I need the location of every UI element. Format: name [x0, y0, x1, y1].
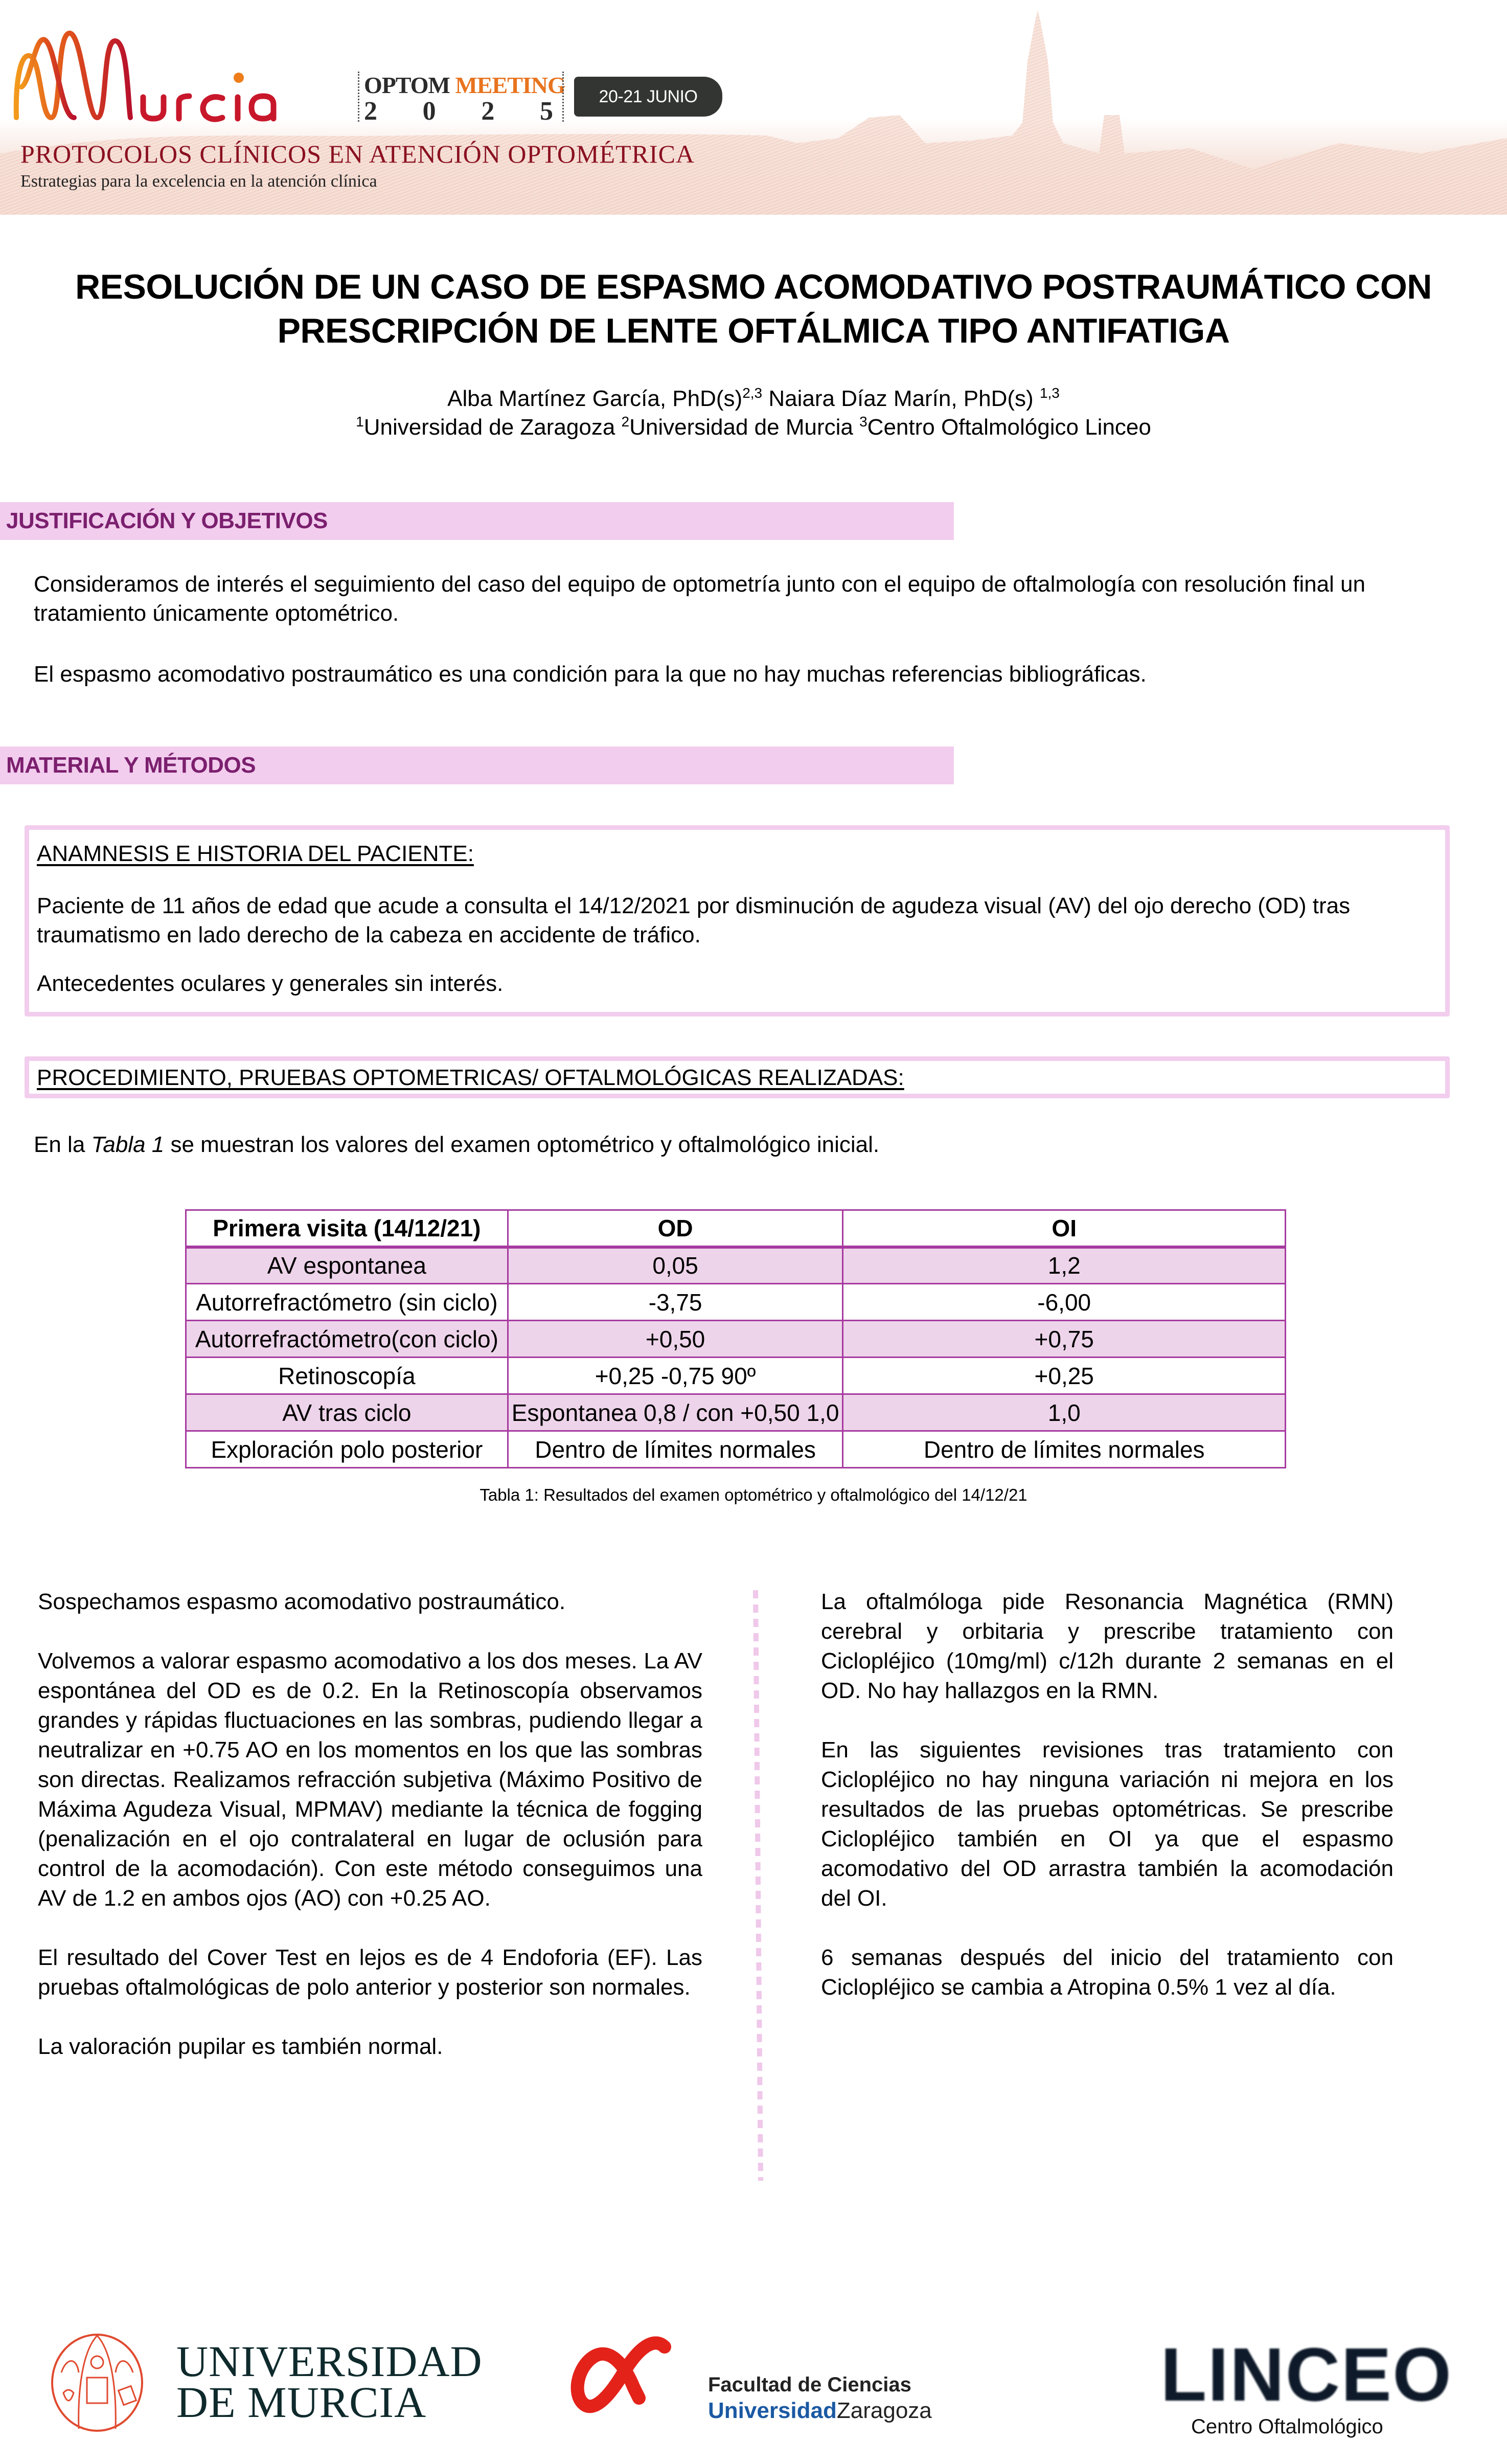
exam-results-table — [185, 1209, 1286, 1468]
author-list: Alba Martínez García, $PhD(s)^{2,3}$ Naiara Díaz Marín, PhD(s) $^{1,3}$ — [447, 385, 1060, 411]
conference-banner — [0, 0, 1507, 215]
event-date-badge: 20-21 JUNIO — [574, 77, 722, 117]
section-header-material: MATERIAL Y MÉTODOS — [0, 747, 954, 784]
table-row: AV tras ciclo Espontanea 0,8 / con +0,50 1,0 1,0 — [186, 1394, 1286, 1431]
affiliations: $^1$Universidad de Zaragoza $^2$Universidad de Murcia $^3$Centro Oftalmológico Linceo — [356, 414, 1151, 440]
table-header-row — [186, 1210, 1286, 1247]
table-row: AV espontanea 0,05 1,2 — [186, 1247, 1286, 1284]
conference-subtitle: Estrategias para la excelencia en la atención clínica — [20, 172, 377, 191]
results-right-column — [821, 1587, 1394, 2032]
results-left-column — [38, 1587, 702, 2091]
body-paragraph: Volvemos a valorar espasmo acomodativo a los dos meses. La AV espontánea del OD es de 0.2. En la Retinoscopía observamos grandes y rápidas fluctuaciones en las sombras, pudiendo llegar a neutralizar en +0.75 AO en los momentos en los que las sombras son directas. Realizamos refracción subjetiva (Máximo Positivo de Máxima Agudeza Visual, MPMAV) mediante la técnica de fogging (penalización en el ojo contralateral en lugar de oclusión para control de la acomodación). Con este método conseguimos una AV de 1.2 en ambos ojos (AO) con +0.25 AO. — [38, 1648, 702, 1911]
table-caption: Tabla 1: Resultados del examen optométrico y oftalmológico del 14/12/21 — [480, 1485, 1028, 1504]
table-row: Autorrefractómetro (sin ciclo) -3,75 -6,00 — [186, 1284, 1286, 1321]
table-header-cell: Primera visita (14/12/21) — [186, 1210, 508, 1247]
body-paragraph: En las siguientes revisiones tras tratamiento con Ciclopléjico no hay ninguna variación ni mejora en los resultados de las pruebas optométricas. Se prescribe Ciclopléjico también en OI ya que el espasmo acomodativo del OD arrastra también la acomodación del OI. — [821, 1737, 1394, 1911]
murcia-logo-icon — [10, 20, 348, 123]
poster-title: RESOLUCIÓN DE UN CASO DE ESPASMO ACOMODATIVO POSTRAUMÁTICO CON PRESCRIPCIÓN DE LENTE OFTÁLMICA TIPO ANTIFATIGA — [75, 267, 1432, 350]
event-year: 2 0 2 5 — [364, 97, 553, 126]
body-paragraph: 6 semanas después del inicio del tratamiento con Ciclopléjico se cambia a Atropina 0.5% 1 vez al día. — [821, 1945, 1394, 2000]
table-row: Exploración polo posterior Dentro de límites normales Dentro de límites normales — [186, 1431, 1286, 1468]
table-row: Retinoscopía +0,25 -0,75 90º +0,25 — [186, 1358, 1286, 1394]
justificacion-paragraph-1: Consideramos de interés el seguimiento del caso del equipo de optometría junto con el equipo de oftalmología con resolución final un tratamiento únicamente optométrico. — [34, 572, 1365, 626]
optom-meeting-label: OPTOM MEETING 2 0 2 5 — [364, 72, 565, 126]
anamnesis-paragraph-1: Paciente de 11 años de edad que acude a consulta el 14/12/2021 por disminución de agudeza visual (AV) del ojo derecho (OD) tras traumatismo en lado derecho de la cabeza en accidente de tráfico. — [37, 893, 1351, 947]
section-header-justificacion: JUSTIFICACIÓN Y OBJETIVOS — [0, 502, 954, 540]
table-intro: En la Tabla 1 se muestran los valores del examen optométrico y oftalmológico inicial. — [34, 1132, 880, 1157]
header-divider — [358, 72, 359, 122]
um-wordmark: UNIVERSIDAD DE MURCIA — [176, 2337, 483, 2427]
body-paragraph: El resultado del Cover Test en lejos es de 4 Endoforia (EF). Las pruebas oftalmológicas de polo anterior y posterior son normales. — [38, 1945, 702, 2000]
conference-title: PROTOCOLOS CLÍNICOS EN ATENCIÓN OPTOMÉTRICA — [20, 140, 695, 168]
anamnesis-heading: ANAMNESIS E HISTORIA DEL PACIENTE: — [37, 841, 474, 866]
justificacion-paragraph-2: El espasmo acomodativo postraumático es una condición para la que no hay muchas referencias bibliográficas. — [34, 662, 1147, 687]
body-paragraph: La oftalmóloga pide Resonancia Magnética (RMN) cerebral y orbitaria y prescribe tratamiento con Ciclopléjico (10mg/ml) c/12h durante 2 semanas en el OD. No hay hallazgos en la RMN. — [821, 1589, 1394, 1703]
body-paragraph: Sospechamos espasmo acomodativo postraumático. — [38, 1589, 566, 1614]
table-header-cell: OD — [508, 1210, 843, 1247]
universidad-zaragoza-logo: Facultad de Ciencias UniversidadZaragoza — [562, 2332, 920, 2434]
anamnesis-paragraph-2: Antecedentes oculares y generales sin interés. — [37, 971, 504, 996]
university-seal-icon — [46, 2332, 158, 2434]
author-block — [0, 385, 1507, 442]
uz-alpha-icon — [562, 2332, 685, 2434]
header-divider — [562, 72, 564, 122]
procedimiento-box — [25, 1056, 1450, 1098]
body-paragraph: La valoración pupilar es también normal. — [38, 2034, 443, 2059]
table-row: Autorrefractómetro(con ciclo) +0,50 +0,75 — [186, 1321, 1286, 1358]
universidad-murcia-logo — [46, 2332, 483, 2434]
procedimiento-heading: PROCEDIMIENTO, PRUEBAS OPTOMETRICAS/ OFTALMOLÓGICAS REALIZADAS: — [37, 1065, 904, 1090]
column-divider — [750, 1585, 765, 2183]
linceo-logo: LINCEO Centro Oftalmológico — [1160, 2333, 1453, 2438]
anamnesis-box — [25, 825, 1450, 1016]
table-header-cell: OI — [843, 1210, 1286, 1247]
